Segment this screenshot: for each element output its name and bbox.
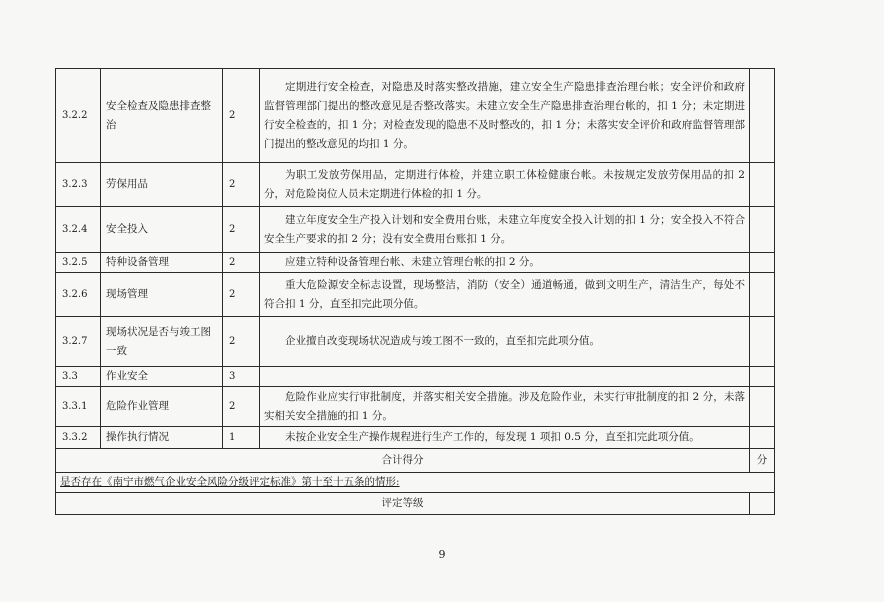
- item-name: 操作执行情况: [101, 427, 223, 449]
- item-score: 3: [223, 367, 260, 387]
- total-row: [56, 449, 775, 473]
- scoring-table: [55, 68, 775, 515]
- total-label: 合计得分: [56, 449, 750, 473]
- score-cell: [750, 163, 775, 207]
- table-row: [56, 273, 775, 317]
- table-row: [56, 207, 775, 253]
- table-row: [56, 387, 775, 427]
- item-name: 现场状况是否与竣工图一致: [101, 317, 223, 367]
- item-criteria: 定期进行安全检查，对隐患及时落实整改措施，建立安全生产隐患排查治理台帐；安全评价和政府监督管理部门提出的整改意见是否整改落实。未建立安全生产隐患排查治理台帐的，扣 1 分；未定期进行安全检查的，扣 1 分；对检查发现的隐患不及时整改的，扣 1 分；未落实安全评价和政府监督管理部门提出的整改意见的均扣 1 分。: [260, 69, 750, 163]
- item-criteria: 为职工发放劳保用品，定期进行体检，并建立职工体检健康台帐。未按规定发放劳保用品的扣 2 分，对危险岗位人员未定期进行体检的扣 1 分。: [260, 163, 750, 207]
- item-number: 3.3.1: [56, 387, 101, 427]
- score-cell: [750, 69, 775, 163]
- item-number: 3.2.3: [56, 163, 101, 207]
- item-score: 1: [223, 427, 260, 449]
- item-criteria: 应建立特种设备管理台帐、未建立管理台帐的扣 2 分。: [260, 253, 750, 273]
- item-score: 2: [223, 317, 260, 367]
- grade-row: [56, 493, 775, 515]
- item-number: 3.2.6: [56, 273, 101, 317]
- item-score: 2: [223, 273, 260, 317]
- score-cell: [750, 317, 775, 367]
- grade-label: 评定等级: [56, 493, 750, 515]
- item-name: 危险作业管理: [101, 387, 223, 427]
- item-name: 劳保用品: [101, 163, 223, 207]
- item-name: 特种设备管理: [101, 253, 223, 273]
- table-row: [56, 69, 775, 163]
- item-criteria: 重大危险源安全标志设置，现场整洁，消防（安全）通道畅通，做到文明生产，清洁生产，每处不符合扣 1 分，直至扣完此项分值。: [260, 273, 750, 317]
- page-number: 9: [438, 548, 446, 561]
- item-criteria: [260, 367, 750, 387]
- table-row: [56, 317, 775, 367]
- item-criteria: 危险作业应实行审批制度，并落实相关安全措施。涉及危险作业，未实行审批制度的扣 2 分，未落实相关安全措施的扣 1 分。: [260, 387, 750, 427]
- item-score: 2: [223, 253, 260, 273]
- item-number: 3.3.2: [56, 427, 101, 449]
- item-criteria: 企业擅自改变现场状况造成与竣工图不一致的，直至扣完此项分值。: [260, 317, 750, 367]
- score-cell: [750, 273, 775, 317]
- item-criteria: 建立年度安全生产投入计划和安全费用台账，未建立年度安全投入计划的扣 1 分；安全投入不符合安全生产要求的扣 2 分；没有安全费用台账扣 1 分。: [260, 207, 750, 253]
- item-number: 3.3: [56, 367, 101, 387]
- item-score: 2: [223, 69, 260, 163]
- score-cell: [750, 367, 775, 387]
- item-name: 现场管理: [101, 273, 223, 317]
- item-name: 安全检查及隐患排查整治: [101, 69, 223, 163]
- situation-question: 是否存在《南宁市燃气企业安全风险分级评定标准》第十至十五条的情形:: [60, 476, 400, 488]
- item-criteria: 未按企业安全生产操作规程进行生产工作的，每发现 1 项扣 0.5 分，直至扣完此项分值。: [260, 427, 750, 449]
- item-name: 安全投入: [101, 207, 223, 253]
- item-score: 2: [223, 387, 260, 427]
- item-score: 2: [223, 163, 260, 207]
- score-cell: [750, 427, 775, 449]
- grade-value-cell: [750, 493, 775, 515]
- item-name: 作业安全: [101, 367, 223, 387]
- table-row: [56, 427, 775, 449]
- item-number: 3.2.2: [56, 69, 101, 163]
- score-cell: [750, 387, 775, 427]
- item-number: 3.2.7: [56, 317, 101, 367]
- total-unit: 分: [750, 449, 775, 473]
- item-number: 3.2.4: [56, 207, 101, 253]
- table-row: [56, 253, 775, 273]
- table-row: [56, 367, 775, 387]
- score-cell: [750, 253, 775, 273]
- item-number: 3.2.5: [56, 253, 101, 273]
- item-score: 2: [223, 207, 260, 253]
- table-row: [56, 163, 775, 207]
- score-cell: [750, 207, 775, 253]
- question-row: [56, 473, 775, 493]
